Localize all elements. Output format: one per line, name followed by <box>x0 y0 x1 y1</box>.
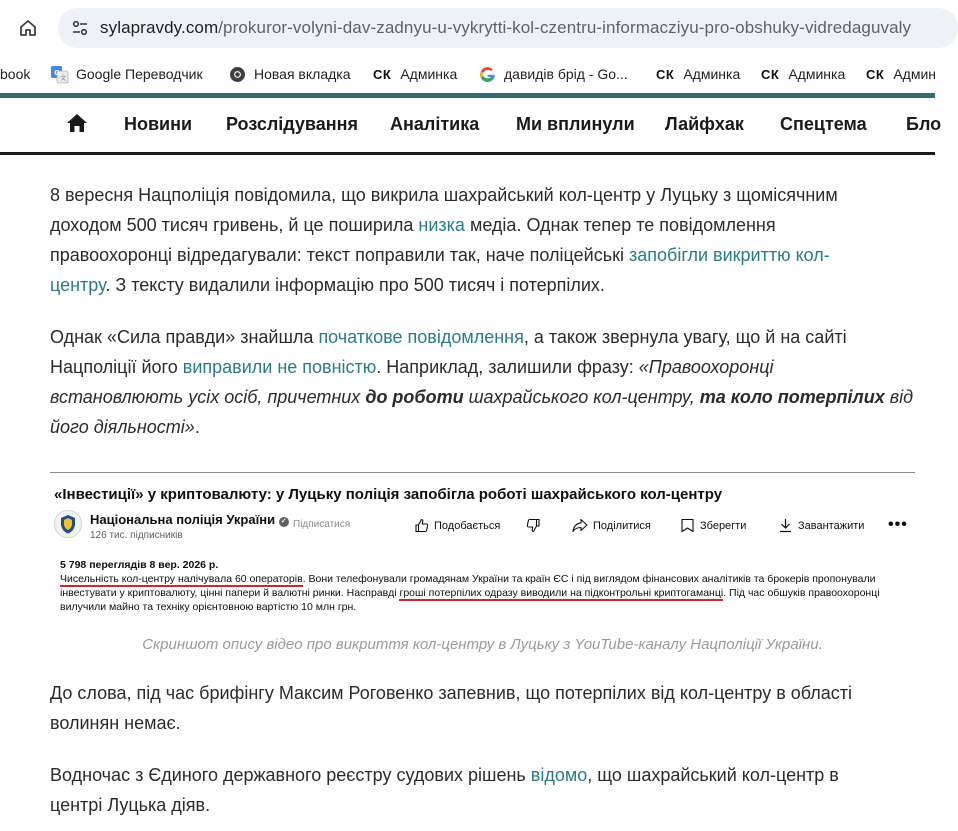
description-line <box>60 572 910 586</box>
like-button[interactable] <box>414 518 500 533</box>
bookmark-google-search[interactable] <box>479 65 628 83</box>
text: медіа. Однак тепер те повідомлення <box>464 215 776 235</box>
bookmarks-bar <box>0 56 935 92</box>
text-line <box>50 382 914 412</box>
text: . Наприклад, залишили фразу: <box>376 357 639 377</box>
text: волинян немає. <box>50 713 181 733</box>
save-button[interactable] <box>680 518 746 533</box>
text: центрі Луцька діяв. <box>50 795 211 815</box>
chrome-icon <box>229 66 246 83</box>
text: Нацполіції його <box>50 357 183 377</box>
text-line <box>50 790 910 820</box>
ck-icon: СК <box>373 66 392 82</box>
home-icon[interactable] <box>14 14 42 42</box>
subscriber-count: 126 тис. підписників <box>90 530 183 541</box>
video-meta: 5 798 переглядів 8 вер. 2026 р. <box>60 559 219 571</box>
text: До слова, під час брифінгу Максим Роговенко запевнив, що потерпілих від кол-центру в області <box>50 683 853 703</box>
text: правоохоронці відредагували: текст поправили так, наче поліцейські <box>50 245 629 265</box>
nav-item-investigations[interactable]: Розслідування <box>226 114 359 134</box>
quote-text: шахрайського кол-центру, <box>463 387 700 407</box>
save-label: Зберегти <box>700 519 747 532</box>
underlined-text: гроші потерпілих одразу виводили на підконтрольні криптогаманці <box>399 587 724 599</box>
text-line <box>50 412 910 442</box>
text: Однак «Сила правди» знайшла <box>50 327 319 347</box>
ck-icon: СК <box>656 66 675 82</box>
site-settings-icon[interactable] <box>66 14 94 42</box>
text-line <box>50 760 910 790</box>
url-domain: sylapravdy.com <box>100 18 219 37</box>
quote-text: його діяльності» <box>50 417 195 437</box>
text: 8 вересня Нацполіція повідомила, що викрила шахрайський кол-центр у Луцьку з щомісячним <box>50 185 838 205</box>
bookmark-label: Новая вкладка <box>254 66 351 82</box>
quote-text: «Правоохоронці <box>638 357 774 377</box>
like-label: Подобається <box>434 519 501 532</box>
bookmark-label: Админ <box>893 66 937 82</box>
ck-icon: СК <box>866 66 885 82</box>
nav-item-blogs[interactable]: Бло <box>906 114 942 134</box>
nav-item-news[interactable]: Новини <box>124 114 193 134</box>
download-label: Завантажити <box>798 519 865 532</box>
home-icon[interactable] <box>66 113 88 133</box>
link-nyzka[interactable]: низка <box>418 215 465 235</box>
text-line <box>50 678 910 708</box>
bookmark-admin-3[interactable] <box>761 65 845 83</box>
bookmark-label: Google Переводчик <box>76 66 203 82</box>
link-prevented-exposure-cont[interactable]: центру <box>50 275 106 295</box>
article-paragraph-2 <box>50 322 914 442</box>
text: . Під час обшуків правоохоронці <box>723 587 880 599</box>
svg-text:G: G <box>54 68 60 77</box>
url-field[interactable] <box>58 8 958 48</box>
text: доходом 500 тисяч гривень, й це поширила <box>50 215 419 235</box>
url-path: /prokuror-volyni-dav-zadnyu-u-vykrytti-kol-czentru-informacziyu-pro-obshuky-vidredaguvaly <box>218 18 912 37</box>
text: Водночас з Єдиного державного реєстру судових рішень <box>50 765 531 785</box>
verified-icon: ✓ <box>279 517 289 527</box>
figure-top-rule <box>50 472 915 473</box>
save-icon <box>680 518 695 533</box>
nav-item-lifehack[interactable]: Лайфхак <box>665 114 744 134</box>
nav-item-special[interactable]: Спецтема <box>780 114 867 134</box>
download-icon <box>778 518 793 533</box>
text: . Вони телефонували громадянам України та країн ЄС і під виглядом фінансових аналітиків та брокерів пропонували <box>302 573 876 585</box>
text: . <box>194 417 200 437</box>
text-line <box>50 708 910 738</box>
bookmark-facebook[interactable] <box>0 65 30 83</box>
text: вилучили майно та техніку орієнтовною вартістю 10 млн грн. <box>60 601 357 613</box>
text: , що шахрайський кол-центр в <box>587 765 839 785</box>
ck-icon: СК <box>761 66 780 82</box>
article-paragraph-4 <box>50 760 910 820</box>
bookmark-new-tab[interactable] <box>229 65 351 83</box>
text-line <box>50 180 910 210</box>
link-known[interactable]: відомо <box>530 765 588 785</box>
bookmark-label: Админка <box>400 66 458 82</box>
bookmark-admin-1[interactable] <box>373 65 457 83</box>
text-line <box>50 270 910 300</box>
google-icon <box>479 66 496 83</box>
description-line <box>60 600 910 614</box>
link-not-fully[interactable]: не повністю <box>277 357 377 377</box>
bookmark-label: Админка <box>788 66 846 82</box>
nav-item-impact[interactable]: Ми вплинули <box>516 114 635 134</box>
address-bar-row <box>0 0 935 56</box>
figure-caption: Скриншот опису відео про викриття кол-центру в Луцьку з YouTube-каналу Нацполіції України. <box>142 636 823 653</box>
bookmark-admin-4[interactable] <box>866 65 936 83</box>
channel-name[interactable] <box>90 512 289 527</box>
bookmark-label: давидів брід - Go... <box>504 66 628 82</box>
link-corrected[interactable]: виправили <box>182 357 273 377</box>
nav-divider <box>0 152 935 155</box>
thumb-up-icon <box>414 518 429 533</box>
nav-item-analytics[interactable]: Аналітика <box>390 114 480 134</box>
bookmark-label: book <box>0 66 31 82</box>
quote-bold: до роботи <box>365 387 464 407</box>
video-description <box>60 558 910 614</box>
bookmark-admin-2[interactable] <box>656 65 740 83</box>
bookmark-label: Админка <box>683 66 741 82</box>
thumb-down-icon <box>526 518 541 533</box>
article-paragraph-3 <box>50 678 910 738</box>
share-icon <box>572 518 588 533</box>
site-nav <box>0 98 942 152</box>
more-actions-icon[interactable]: ••• <box>888 516 908 533</box>
article-paragraph-1 <box>50 180 910 300</box>
channel-name-text: Національна поліція України <box>90 512 276 527</box>
dislike-button[interactable] <box>526 518 546 533</box>
quote-bold: та коло потерпілих <box>699 387 885 407</box>
text-line <box>50 322 910 352</box>
text: , а також звернула увагу, що й на сайті <box>523 327 847 347</box>
text: . З тексту видалили інформацію про 500 тисяч і потерпілих. <box>105 275 605 295</box>
svg-text:文: 文 <box>60 74 67 82</box>
quote-text: встановлюють усіх осіб, причетних <box>50 387 366 407</box>
underlined-text: Чисельність кол-центру налічувала 60 операторів <box>60 573 303 585</box>
google-translate-icon <box>51 66 68 83</box>
video-description-screenshot <box>50 478 915 628</box>
text-line <box>50 352 910 382</box>
share-label: Поділитися <box>593 519 651 532</box>
link-prevented-exposure[interactable]: запобігли викриттю кол- <box>628 245 830 265</box>
link-original-report[interactable]: початкове повідомлення <box>318 327 524 347</box>
police-logo-icon <box>54 510 82 538</box>
subscribe-button[interactable]: Підписатися <box>293 519 351 530</box>
video-title: «Інвестиції» у криптовалюту: у Луцьку поліція запобігла роботі шахрайського кол-центру <box>54 486 723 503</box>
download-button[interactable] <box>778 518 864 533</box>
text-line <box>50 240 910 270</box>
text: інвестувати у криптовалюту, цінні папери й валютні ринки. Насправді <box>60 587 400 599</box>
share-button[interactable] <box>572 518 651 533</box>
description-line <box>60 586 910 600</box>
bookmark-google-translate[interactable] <box>51 65 203 83</box>
url-text <box>100 18 911 38</box>
text-line <box>50 210 910 240</box>
quote-text: від <box>884 387 914 407</box>
